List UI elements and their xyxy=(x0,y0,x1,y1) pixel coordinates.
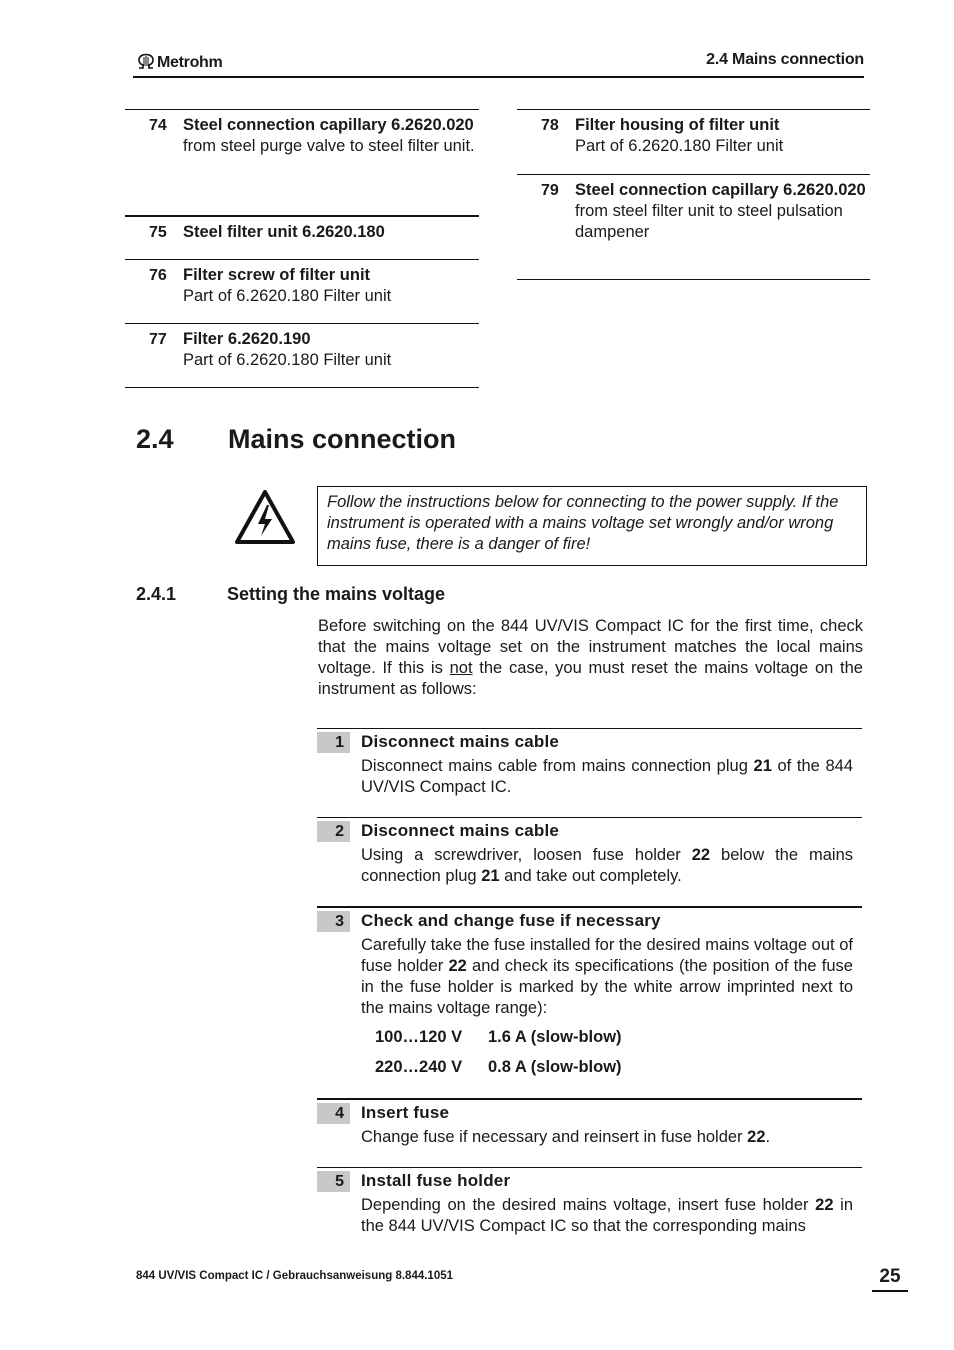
subsection-number: 2.4.1 xyxy=(136,584,177,604)
fuse-voltage: 220…240 V xyxy=(375,1058,463,1076)
fuse-voltage: 100…120 V xyxy=(375,1028,463,1046)
list-item xyxy=(517,174,870,279)
list-end-rule xyxy=(125,387,479,388)
step-text: Depending on the desired mains voltage, insert fuse holder 22 in the 844 UV/VIS Compact IC so that the corresponding mains xyxy=(361,1196,853,1235)
step-number: 4 xyxy=(317,1103,350,1124)
list-item xyxy=(125,215,479,259)
part-title: Filter 6.2620.190 xyxy=(183,330,311,348)
step-text: Using a screwdriver, loosen fuse holder 22 below the mains connection plug 21 and take out completely. xyxy=(361,846,853,885)
footer-document-id: 844 UV/VIS Compact IC / Gebrauchsanweisung 8.844.1051 xyxy=(136,1270,454,1282)
step-title: Insert fuse xyxy=(361,1103,450,1122)
emphasis-not: not xyxy=(449,659,473,677)
step-title: Install fuse holder xyxy=(361,1171,511,1190)
part-title: Steel connection capillary 6.2620.020 xyxy=(575,181,866,199)
section-title: Mains connection xyxy=(228,424,457,454)
metrohm-omega-icon xyxy=(136,53,156,69)
metrohm-logo xyxy=(136,53,222,72)
fuse-table-row xyxy=(375,1058,622,1077)
intro-text: the case, you must reset the mains voltage on the instrument as follows: xyxy=(318,659,863,698)
list-end-rule xyxy=(517,279,870,280)
list-item xyxy=(125,259,479,323)
running-header: 2.4 Mains connection xyxy=(706,51,864,68)
part-title: Filter screw of filter unit xyxy=(183,266,371,284)
list-item xyxy=(517,109,870,174)
fuse-table-row xyxy=(375,1028,622,1047)
step-number: 2 xyxy=(317,821,350,842)
step-text: Change fuse if necessary and reinsert in fuse holder 22. xyxy=(361,1128,771,1146)
step-2 xyxy=(317,817,862,906)
fuse-rating: 1.6 A (slow-blow) xyxy=(488,1028,622,1046)
step-title: Disconnect mains cable xyxy=(361,732,560,751)
part-description: Part of 6.2620.180 Filter unit xyxy=(183,287,392,305)
high-voltage-warning-icon xyxy=(234,489,296,545)
intro-text: Before switching on the 844 UV/VIS Compact IC for the first time, check that the mains voltage set on the instrument matches the local mains voltage. If this is xyxy=(318,617,863,677)
header-rule xyxy=(133,76,864,78)
part-description: Part of 6.2620.180 Filter unit xyxy=(575,137,784,155)
parts-list-left xyxy=(125,109,479,388)
step-text: Carefully take the fuse installed for the desired mains voltage out of fuse holder 22 and check its specifications (the position of the fuse in the fuse holder is marked by the white arrow imprinted next to the mains voltage range): xyxy=(361,936,853,1017)
part-number: 79 xyxy=(541,182,559,199)
part-number: 75 xyxy=(149,224,167,241)
subsection-title: Setting the mains voltage xyxy=(227,584,446,604)
logo-text: Metrohm xyxy=(157,54,223,71)
step-title: Check and change fuse if necessary xyxy=(361,911,661,930)
part-number: 76 xyxy=(149,267,167,284)
part-number: 77 xyxy=(149,331,167,348)
step-title: Disconnect mains cable xyxy=(361,821,560,840)
step-number: 1 xyxy=(317,732,350,753)
warning-box: Follow the instructions below for connecting to the power supply. If the instrument is operated with a mains voltage set wrongly and/or wrong mains fuse, there is a danger of fire! xyxy=(317,486,867,566)
part-title: Steel filter unit 6.2620.180 xyxy=(183,223,385,241)
section-number: 2.4 xyxy=(136,424,174,454)
page-number: 25 xyxy=(879,1266,901,1287)
step-number: 5 xyxy=(317,1171,350,1192)
step-4 xyxy=(317,1098,862,1168)
page-number-rule xyxy=(872,1290,908,1292)
parts-list-right xyxy=(517,109,870,280)
part-description: Part of 6.2620.180 Filter unit xyxy=(183,351,392,369)
intro-paragraph xyxy=(318,616,863,700)
fuse-rating: 0.8 A (slow-blow) xyxy=(488,1058,622,1076)
step-5 xyxy=(317,1167,862,1243)
part-description: from steel purge valve to steel filter unit. xyxy=(183,137,475,155)
list-item xyxy=(125,323,479,387)
step-number: 3 xyxy=(317,911,350,932)
step-text: Disconnect mains cable from mains connection plug 21 of the 844 UV/VIS Compact IC. xyxy=(361,757,853,796)
list-item xyxy=(125,109,479,215)
part-description: from steel filter unit to steel pulsation dampener xyxy=(575,202,843,241)
part-title: Filter housing of filter unit xyxy=(575,116,780,134)
step-1 xyxy=(317,728,862,817)
part-number: 78 xyxy=(541,117,559,134)
part-number: 74 xyxy=(149,117,167,134)
part-title: Steel connection capillary 6.2620.020 xyxy=(183,116,474,134)
